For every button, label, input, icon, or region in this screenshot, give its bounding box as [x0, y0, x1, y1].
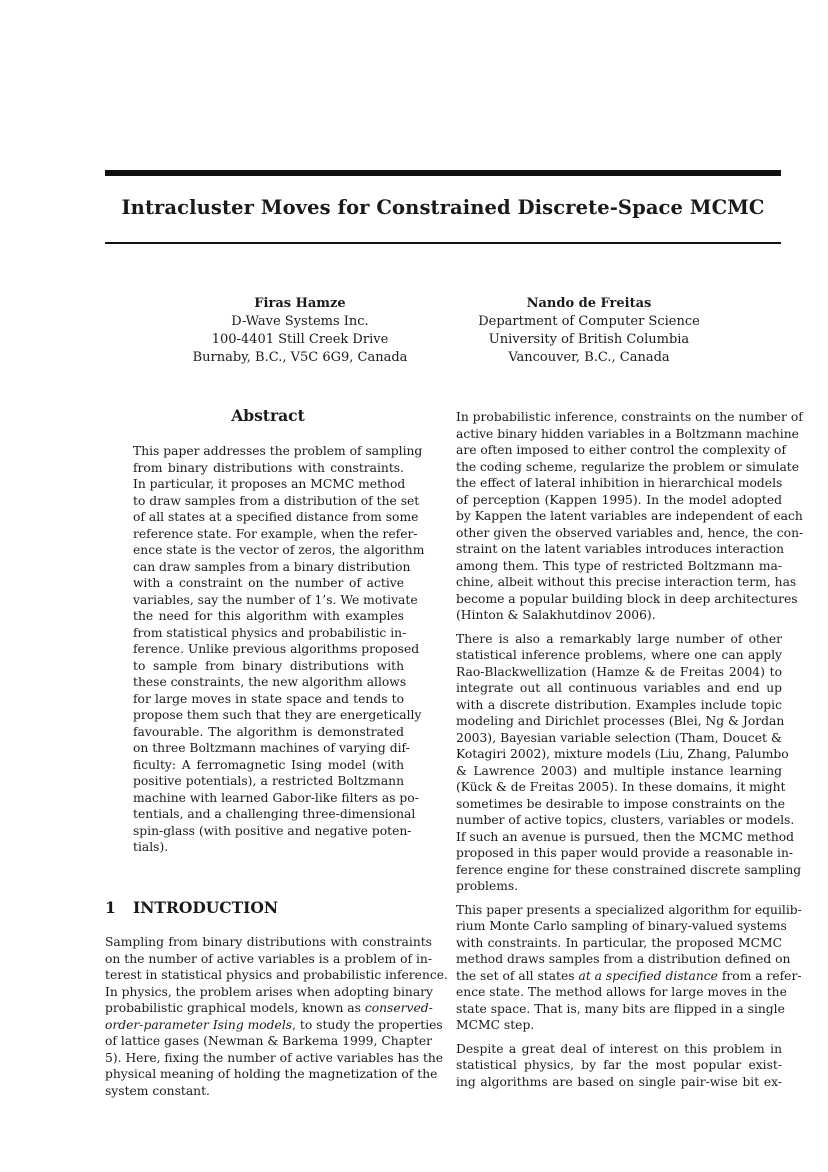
text-line: the effect of lateral inhibition in hierarchical models	[456, 476, 783, 490]
text-line: In probabilistic inference, constraints on the number of	[456, 410, 803, 424]
text-line: This paper presents a specialized algorithm for equilib-	[456, 902, 802, 917]
text-line: Despite a great deal of interest on this problem in	[456, 1041, 782, 1056]
text-line: favourable. The algorithm is demonstrated	[133, 724, 404, 739]
text-line: spin-glass (with positive and negative poten-	[133, 823, 412, 838]
text-line: on the number of active variables is a problem of in-	[105, 951, 432, 966]
title-rule-top	[105, 170, 781, 176]
text-line: the need for this algorithm with examples	[133, 609, 404, 623]
text-line: ence state is the vector of zeros, the algorithm	[133, 543, 425, 557]
text-line: state space. That is, many bits are flipped in a single	[456, 1001, 785, 1016]
text-line: modeling and Dirichlet processes (Blei, Ng & Jordan	[456, 714, 785, 728]
text-line: to sample from binary distributions with	[133, 658, 404, 673]
text-line: problems.	[456, 879, 519, 893]
text-line: to draw samples from a distribution of the set	[133, 493, 420, 508]
text-line: terest in statistical physics and probabilistic inference.	[105, 968, 448, 982]
text-line: reference state. For example, when the refer-	[133, 526, 418, 541]
text-line: probabilistic graphical models, known as conserved-	[105, 1001, 433, 1015]
text-line: chine, albeit without this precise interaction term, has	[456, 575, 797, 589]
introduction-body	[105, 934, 448, 1099]
paragraph	[456, 631, 802, 895]
text-line: & Lawrence 2003) and multiple instance learning	[456, 763, 782, 778]
author-name: Firas Hamze	[254, 296, 346, 311]
text-line: There is also a remarkably large number of other	[456, 631, 782, 646]
abstract-heading: Abstract	[231, 406, 305, 425]
text-line: with constraints. In particular, the proposed MCMC	[456, 935, 782, 950]
text-line: This paper addresses the problem of sampling	[133, 444, 423, 458]
text-line: straint on the latent variables introduces interaction	[456, 542, 785, 556]
text-line: Kotagiri 2002), mixture models (Liu, Zhang, Palumbo	[456, 747, 789, 761]
text-line: In physics, the problem arises when adopting binary	[105, 984, 433, 999]
author-block-1	[150, 295, 450, 367]
paragraph	[456, 409, 804, 624]
text-line: other given the observed variables and, hence, the con-	[456, 525, 804, 540]
text-line: 5). Here, fixing the number of active variables has the	[105, 1050, 444, 1065]
text-line: tials).	[133, 840, 169, 854]
text-line: system constant.	[105, 1083, 210, 1098]
text-line: ference. Unlike previous algorithms proposed	[133, 642, 420, 656]
text-line: of perception (Kappen 1995). In the model adopted	[456, 492, 782, 507]
text-line: ficulty: A ferromagnetic Ising model (with	[133, 757, 404, 772]
text-line: for large moves in state space and tends to	[133, 691, 404, 706]
text-line: sometimes be desirable to impose constraints on the	[456, 796, 786, 811]
text-line: from statistical physics and probabilistic in-	[133, 625, 407, 640]
text-line: tentials, and a challenging three-dimensional	[133, 807, 416, 821]
text-line: Rao-Blackwellization (Hamze & de Freitas 2004) to	[456, 664, 782, 679]
text-line: machine with learned Gabor-like filters as po-	[133, 790, 419, 805]
author-affiliation-line: 100-4401 Still Creek Drive	[211, 332, 389, 347]
text-line: ence state. The method allows for large moves in the	[456, 985, 787, 999]
text-line: with a constraint on the number of active	[133, 576, 404, 590]
title-rule-bottom	[105, 242, 781, 244]
text-line: proposed in this paper would provide a reasonable in-	[456, 846, 794, 860]
author-affiliation-line: Department of Computer Science	[478, 314, 700, 329]
author-name: Nando de Freitas	[526, 296, 652, 311]
text-line: (Hinton & Salakhutdinov 2006).	[456, 608, 656, 622]
text-line: method draws samples from a distribution defined on	[456, 952, 791, 966]
text-line: on three Boltzmann machines of varying dif-	[133, 741, 410, 755]
text-line: with a discrete distribution. Examples include topic	[456, 697, 782, 712]
text-line: MCMC step.	[456, 1018, 535, 1032]
text-line: rium Monte Carlo sampling of binary-valued systems	[456, 919, 787, 933]
text-line: from binary distributions with constraints.	[133, 460, 404, 475]
text-line: variables, say the number of 1’s. We motivate	[133, 592, 418, 607]
text-line: statistical physics, by far the most popular exist-	[456, 1058, 782, 1072]
text-line: order-parameter Ising models, to study the properties	[105, 1017, 443, 1032]
text-line: these constraints, the new algorithm allows	[133, 675, 407, 689]
text-line: of all states at a specified distance from some	[133, 510, 419, 524]
paragraph	[456, 1041, 782, 1091]
text-line: If such an avenue is pursued, then the MCMC method	[456, 829, 795, 844]
author-affiliation-line: D-Wave Systems Inc.	[231, 314, 369, 329]
text-line: positive potentials), a restricted Boltzmann	[133, 774, 404, 788]
text-line: statistical inference problems, where one can apply	[456, 648, 782, 662]
text-line: among them. This type of restricted Boltzmann ma-	[456, 558, 782, 573]
text-line: can draw samples from a binary distribution	[133, 559, 411, 574]
text-line: Sampling from binary distributions with constraints	[105, 935, 432, 949]
section-title: INTRODUCTION	[133, 898, 279, 917]
text-line: of lattice gases (Newman & Barkema 1999, Chapter	[105, 1034, 432, 1048]
right-column-body	[456, 409, 804, 1097]
section-heading	[105, 898, 278, 917]
text-line: the set of all states at a specified distance from a refer-	[456, 968, 802, 983]
text-line: ing algorithms are based on single pair-wise bit ex-	[456, 1074, 782, 1089]
text-line: physical meaning of holding the magnetization of the	[105, 1067, 438, 1081]
text-line: 2003), Bayesian variable selection (Tham, Doucet &	[456, 730, 782, 745]
text-line: become a popular building block in deep architectures	[456, 591, 798, 606]
text-line: by Kappen the latent variables are independent of each	[456, 509, 803, 523]
author-block-2	[439, 295, 739, 367]
text-line: the coding scheme, regularize the problem or simulate	[456, 459, 800, 474]
paper-title: Intracluster Moves for Constrained Discrete-Space MCMC	[121, 196, 765, 219]
text-line: number of active topics, clusters, variables or models.	[456, 813, 795, 827]
section-number: 1	[105, 898, 116, 917]
text-line: are often imposed to either control the complexity of	[456, 443, 786, 457]
author-affiliation-line: Burnaby, B.C., V5C 6G9, Canada	[192, 350, 408, 365]
author-affiliation-line: Vancouver, B.C., Canada	[508, 350, 670, 365]
text-line: active binary hidden variables in a Boltzmann machine	[456, 426, 799, 441]
abstract-body	[133, 443, 425, 856]
text-line: (Kück & de Freitas 2005). In these domains, it might	[456, 780, 786, 794]
text-line: ference engine for these constrained discrete sampling	[456, 862, 802, 877]
text-line: In particular, it proposes an MCMC method	[133, 477, 406, 491]
text-line: integrate out all continuous variables and end up	[456, 681, 782, 695]
author-affiliation-line: University of British Columbia	[488, 332, 690, 347]
paragraph	[456, 902, 802, 1034]
text-line: propose them such that they are energetically	[133, 708, 422, 722]
